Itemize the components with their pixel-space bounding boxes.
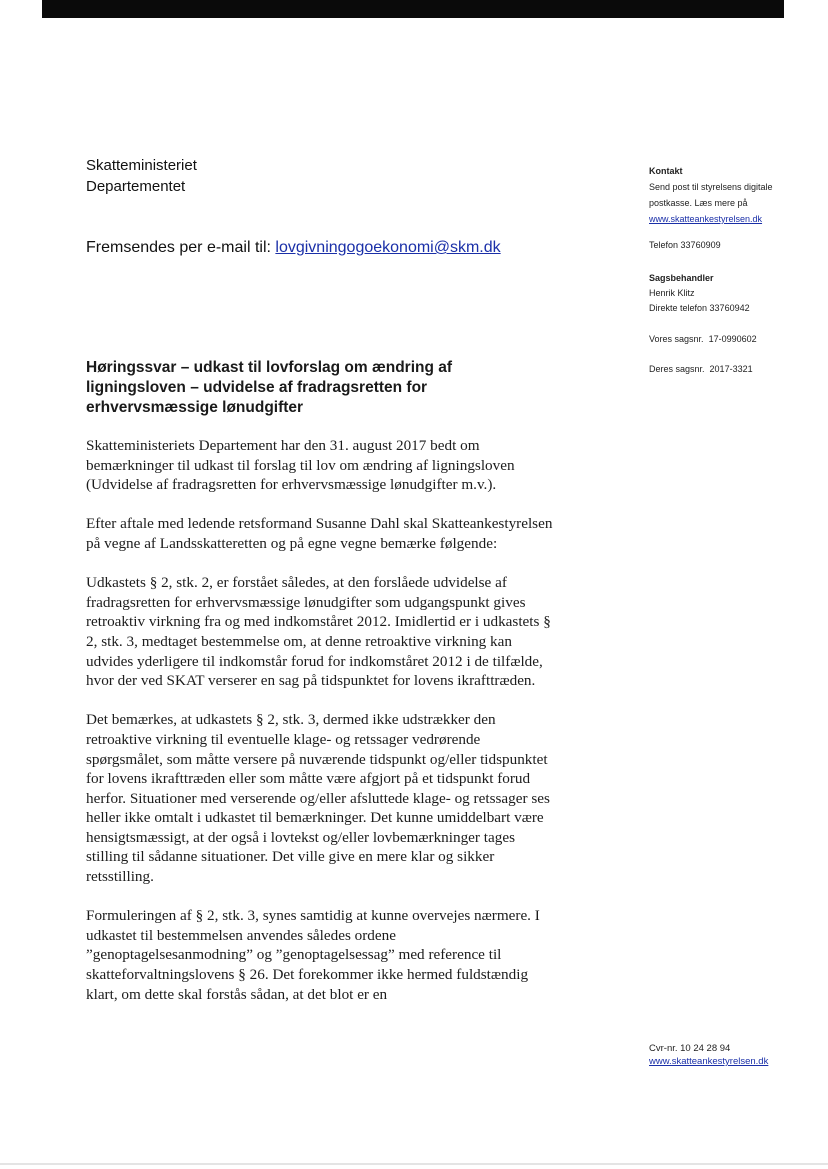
send-label: Fremsendes per e-mail til: — [86, 239, 276, 256]
paragraph: Formuleringen af § 2, stk. 3, synes samtidig at kunne overvejes nærmere. I udkastet til bestemmelsen anvendes således ordene ”genoptagelsesanmodning” og ”genoptagelsessag” med reference til skatteforvaltningslovens § 26. Det forekommer ikke hermed fuldstændig klart, om dette skal forstås sådan, at det blot er en — [86, 907, 540, 1003]
direct-phone-label: Direkte telefon — [649, 303, 708, 313]
footer-website-link[interactable]: www.skatteankestyrelsen.dk — [649, 1056, 769, 1067]
recipient-line-1: Skatteministeriet — [86, 157, 197, 174]
letter-title — [86, 358, 506, 418]
paragraph: Udkastets § 2, stk. 2, er forstået således, at den forslåede udvidelse af fradragsretten for erhvervsmæssige lønudgifter som udgangspunkt gives retroaktiv virkning fra og med indkomståret 2012. Imidlertid er i udkastets § 2, stk. 3, medtaget bestemmelse om, at denne retroaktive virkning kan udvides yderligere til indkomstår forud for indkomståret 2012 i de tilfælde, hvor der ved SKAT verserer en sag på tidspunktet for lovens ikrafttræden. — [86, 574, 551, 690]
contact-block — [649, 163, 773, 227]
paragraph: Skatteministeriets Departement har den 31. august 2017 bedt om bemærkninger til udkast til forslag til lov om ændring af ligningsloven (Udvidelse af fradragsretten for erhvervsmæssige lønudgifter m.v.). — [86, 437, 515, 494]
contact-heading: Kontakt — [649, 166, 683, 176]
our-ref-label: Vores sagsnr. — [649, 334, 704, 344]
our-ref-value: 17-0990602 — [708, 334, 757, 344]
recipient-line-2: Departementet — [86, 178, 186, 195]
footer-block — [649, 1042, 768, 1068]
recipient-email-link[interactable]: lovgivningogoekonomi@skm.dk — [275, 239, 501, 256]
phone-label: Telefon — [649, 240, 679, 250]
direct-phone-value: 33760942 — [709, 303, 750, 313]
phone-value: 33760909 — [680, 240, 721, 250]
recipient-block — [86, 155, 197, 197]
title-line-2: ligningsloven – udvidelse af fradragsretten for — [86, 379, 428, 396]
your-ref-row — [649, 364, 753, 374]
paragraph: Det bemærkes, at udkastets § 2, stk. 3, dermed ikke udstrækker den retroaktive virkning til eventuelle klage- og retssager vedrørende spørgsmålet, som måtte versere på nuværende tidspunkt og/eller tidspunktet for lovens ikrafttræden eller som måtte være afgjort på et tidspunkt forud herfor. Situationer med verserende og/eller afsluttede klage- og retssager ses heller ikke omtalt i udkastet til bemærkninger. Det kunne umiddelbart være hensigtsmæssigt, at der også i lovtekst og/eller lovbemærkninger tages stilling til sådanne situationer. Det ville give en mere klar og sikker retsstilling. — [86, 711, 550, 886]
phone-row — [649, 240, 721, 250]
handler-heading: Sagsbehandler — [649, 273, 714, 283]
page-bottom-edge — [0, 1163, 828, 1165]
send-line — [86, 238, 501, 258]
your-ref-label: Deres sagsnr. — [649, 364, 705, 374]
handler-block — [649, 271, 750, 316]
contact-website-link[interactable]: www.skatteankestyrelsen.dk — [649, 214, 763, 224]
paragraph: Efter aftale med ledende retsformand Susanne Dahl skal Skatteankestyrelsen på vegne af Landsskatteretten og på egne vegne bemærke følgende: — [86, 515, 553, 552]
footer-cvr: Cvr-nr. 10 24 28 94 — [649, 1043, 731, 1054]
our-ref-row — [649, 334, 757, 344]
top-black-bar — [42, 0, 784, 18]
title-line-1: Høringssvar – udkast til lovforslag om ændring af — [86, 359, 453, 376]
title-line-3: erhvervsmæssige lønudgifter — [86, 399, 304, 416]
contact-line-1: Send post til styrelsens digitale — [649, 182, 773, 192]
letter-body — [86, 436, 556, 1024]
your-ref-value: 2017-3321 — [709, 364, 753, 374]
handler-name: Henrik Klitz — [649, 288, 695, 298]
contact-line-2: postkasse. Læs mere på — [649, 198, 748, 208]
